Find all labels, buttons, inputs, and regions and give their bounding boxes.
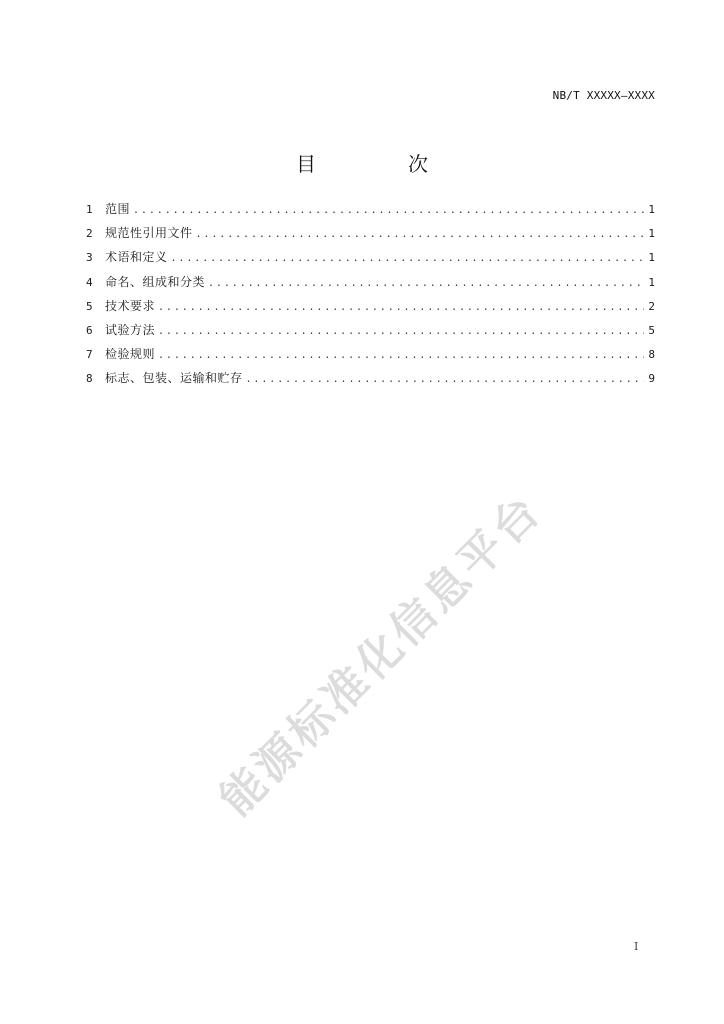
toc-entry[interactable]: [86, 224, 655, 248]
toc-entry[interactable]: [86, 248, 655, 272]
toc-entry-title: 规范性引用文件: [105, 226, 193, 241]
toc-title: 目 次: [296, 152, 464, 176]
toc-dot-leader: [158, 347, 644, 365]
toc-entry-number: 7: [86, 348, 93, 362]
toc-dot-leader: [196, 226, 645, 244]
toc-entry-number: 3: [86, 251, 93, 265]
toc-entry-page: 1: [648, 227, 655, 241]
toc-entry-title: 检验规则: [105, 347, 156, 362]
toc-dot-leader: [208, 275, 644, 293]
toc-entry-number: 4: [86, 275, 93, 289]
watermark: 能源标准化信息平台: [210, 484, 552, 826]
toc-entry-title: 术语和定义: [105, 250, 168, 265]
toc-entry[interactable]: [86, 273, 655, 297]
toc-entry-number: 5: [86, 299, 93, 313]
toc-entry-number: 6: [86, 323, 93, 337]
toc-entry-page: 8: [648, 348, 655, 362]
toc-entry-page: 2: [648, 299, 655, 313]
toc-entry-page: 1: [648, 251, 655, 265]
toc-list: [86, 200, 655, 394]
toc-dot-leader: [133, 202, 644, 220]
toc-entry-title: 范围: [105, 202, 131, 216]
toc-entry-page: 1: [648, 203, 655, 216]
toc-entry-title: 技术要求: [105, 298, 156, 313]
toc-entry-number: 2: [86, 227, 93, 241]
toc-entry-number: 8: [86, 372, 93, 386]
toc-dot-leader: [158, 323, 644, 341]
toc-entry-title: 命名、组成和分类: [105, 274, 206, 289]
toc-entry[interactable]: [86, 297, 655, 321]
document-code: NB/T XXXXX—XXXX: [552, 89, 655, 102]
toc-entry[interactable]: [86, 200, 655, 224]
toc-dot-leader: [171, 250, 645, 268]
toc-entry-page: 9: [648, 372, 655, 386]
toc-dot-leader: [158, 299, 644, 317]
page-number: I: [634, 940, 639, 953]
toc-entry[interactable]: [86, 345, 655, 369]
toc-entry-title: 标志、包装、运输和贮存: [105, 371, 243, 386]
toc-entry-number: 1: [86, 203, 93, 216]
toc-dot-leader: [246, 371, 645, 389]
toc-entry-page: 1: [648, 275, 655, 289]
toc-entry[interactable]: [86, 369, 655, 393]
toc-entry-title: 试验方法: [105, 322, 156, 337]
toc-entry-page: 5: [648, 323, 655, 337]
toc-entry[interactable]: [86, 321, 655, 345]
